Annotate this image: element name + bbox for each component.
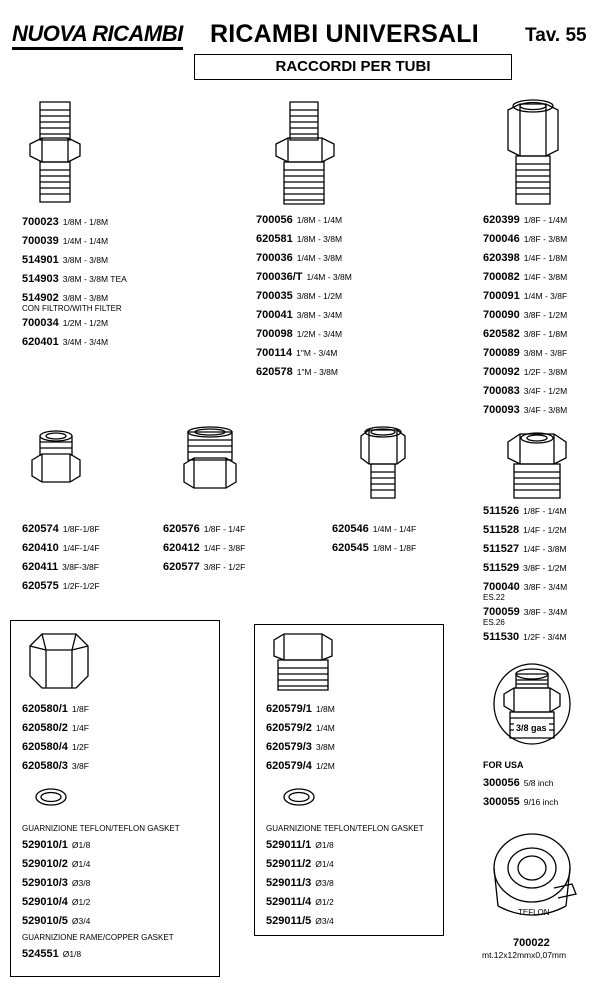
item-note: ES.22 xyxy=(483,593,505,602)
list-item: 700098 1/2M - 3/4M xyxy=(256,328,343,340)
list-item: 620411 3/8F-3/8F xyxy=(22,561,99,573)
female-socket-illustration xyxy=(28,426,84,490)
list-item: 700059 3/8F - 3/4M xyxy=(483,606,568,618)
item-note: CON FILTRO/WITH FILTER xyxy=(22,304,122,313)
list-male-male xyxy=(22,213,127,352)
list-item: 620412 1/4F - 3/8F xyxy=(163,542,246,554)
list-item: 620579/2 1/4M xyxy=(266,722,335,734)
reducing-bush-illustration xyxy=(502,428,572,502)
list-item: 529011/1 Ø1/8 xyxy=(266,839,334,851)
list-item: 514902 3/8M - 3/8M xyxy=(22,292,109,304)
list-item: 620579/3 3/8M xyxy=(266,741,335,753)
hex-cap-illustration xyxy=(24,630,94,692)
list-item: 620401 3/4M - 3/4M xyxy=(22,336,109,348)
list-item: 700092 1/2F - 3/8M xyxy=(483,366,568,378)
list-plugs xyxy=(266,700,335,776)
list-item: 529010/1 Ø1/8 xyxy=(22,839,91,851)
item-note: ES.26 xyxy=(483,618,505,627)
list-item: 620576 1/8F - 1/4F xyxy=(163,523,246,535)
table-number: Tav. 55 xyxy=(525,25,587,46)
list-item: 300055 9/16 inch xyxy=(483,796,559,808)
list-item: 700046 1/8F - 3/8M xyxy=(483,233,568,245)
list-item: 620545 1/8M - 1/8F xyxy=(332,542,417,554)
teflon-gasket-label: GUARNIZIONE TEFLON/TEFLON GASKET xyxy=(22,824,180,833)
list-item: 620578 1"M - 3/8M xyxy=(256,366,338,378)
list-item: 620582 3/8F - 1/8M xyxy=(483,328,568,340)
usa-label: FOR USA xyxy=(483,760,524,770)
list-item: 700093 3/4F - 3/8M xyxy=(483,404,568,416)
list-item: 529010/3 Ø3/8 xyxy=(22,877,91,889)
list-item: 700036/T 1/4M - 3/8M xyxy=(256,271,352,283)
list-reducing-sockets xyxy=(163,520,245,577)
list-item: 620580/2 1/4F xyxy=(22,722,89,734)
list-item: 511530 1/2F - 3/4M xyxy=(483,631,567,643)
list-male-female xyxy=(332,520,416,558)
hex-plug-illustration xyxy=(268,630,338,694)
list-item: 620579/4 1/2M xyxy=(266,760,335,772)
list-item: 524551 Ø1/8 xyxy=(22,948,82,960)
hex-nipple-illustration xyxy=(22,98,88,206)
list-item: 620580/1 1/8F xyxy=(22,703,89,715)
reducing-nipple-illustration xyxy=(270,98,340,208)
copper-gasket-label: GUARNIZIONE RAME/COPPER GASKET xyxy=(22,933,174,942)
list-item: 511527 1/4F - 3/8M xyxy=(483,543,567,555)
brand-logo: NUOVA RICAMBI xyxy=(12,22,183,50)
list-item: 620579/1 1/8M xyxy=(266,703,335,715)
list-item: 529011/5 Ø3/4 xyxy=(266,915,334,927)
list-item: 700056 1/8M - 1/4M xyxy=(256,214,343,226)
list-item: 514901 3/8M - 3/8M xyxy=(22,254,109,266)
list-item: 700114 1"M - 3/4M xyxy=(256,347,338,359)
list-item: 529010/4 Ø1/2 xyxy=(22,896,91,908)
list-usa xyxy=(483,756,558,812)
list-item: 620580/4 1/2F xyxy=(22,741,89,753)
gasket-ring-icon xyxy=(34,786,68,808)
list-item: 620399 1/8F - 1/4M xyxy=(483,214,568,226)
list-item: 700089 3/8M - 3/8F xyxy=(483,347,568,359)
list-female-sockets xyxy=(22,520,100,596)
reducing-socket-illustration xyxy=(180,424,240,494)
list-item: 620580/3 3/8F xyxy=(22,760,89,772)
list-item: 620574 1/8F-1/8F xyxy=(22,523,100,535)
gasket-ring-icon xyxy=(282,786,316,808)
list-item: 529011/3 Ø3/8 xyxy=(266,877,334,889)
list-item: 511529 3/8F - 1/2M xyxy=(483,562,567,574)
section-subtitle: RACCORDI PER TUBI xyxy=(194,54,512,80)
list-item: 529011/2 Ø1/4 xyxy=(266,858,334,870)
list-item: 620410 1/4F-1/4F xyxy=(22,542,100,554)
list-item: 700023 1/8M - 1/8M xyxy=(22,216,109,228)
list-item: 620398 1/4F - 1/8M xyxy=(483,252,568,264)
list-item: 620575 1/2F-1/2F xyxy=(22,580,100,592)
teflon-tape-text: TEFLON xyxy=(518,908,550,917)
list-item: 511526 1/8F - 1/4M xyxy=(483,505,567,517)
list-reducing-nipples xyxy=(256,211,352,382)
female-male-adapter-illustration xyxy=(500,96,566,208)
list-female-male xyxy=(483,211,567,420)
male-female-adapter-illustration xyxy=(355,424,411,502)
list-caps xyxy=(22,700,89,776)
list-teflon-gaskets-a xyxy=(22,822,180,964)
list-item: 529011/4 Ø1/2 xyxy=(266,896,334,908)
list-reducing-bushes xyxy=(483,502,567,647)
list-item: 511528 1/4F - 1/2M xyxy=(483,524,567,536)
fitting-size-label: 3/8 gas xyxy=(516,723,547,733)
list-item: 700040 3/8F - 3/4M xyxy=(483,581,568,593)
list-item: 700090 3/8F - 1/2M xyxy=(483,309,568,321)
list-item: 514903 3/8M - 3/8M TEA xyxy=(22,273,127,285)
list-teflon-gaskets-b xyxy=(266,822,424,931)
page-title: RICAMBI UNIVERSALI xyxy=(210,20,479,48)
list-item: 700091 1/4M - 3/8F xyxy=(483,290,568,302)
list-item: 700036 1/4M - 3/8M xyxy=(256,252,343,264)
list-item: 700082 1/4F - 3/8M xyxy=(483,271,568,283)
list-item: 529010/2 Ø1/4 xyxy=(22,858,91,870)
teflon-gasket-label: GUARNIZIONE TEFLON/TEFLON GASKET xyxy=(266,824,424,833)
list-item: 700035 3/8M - 1/2M xyxy=(256,290,343,302)
list-item: 300056 5/8 inch xyxy=(483,777,554,789)
list-item: 620546 1/4M - 1/4F xyxy=(332,523,417,535)
list-item: 700041 3/8M - 3/4M xyxy=(256,309,343,321)
list-item: 529010/5 Ø3/4 xyxy=(22,915,91,927)
list-item: 700034 1/2M - 1/2M xyxy=(22,317,109,329)
list-item: 700039 1/4M - 1/4M xyxy=(22,235,109,247)
list-item: 700083 3/4F - 1/2M xyxy=(483,385,568,397)
list-item: 620577 3/8F - 1/2F xyxy=(163,561,246,573)
list-item: 620581 1/8M - 3/8M xyxy=(256,233,343,245)
usa-adapter-illustration xyxy=(490,662,574,750)
teflon-desc: mt.12x12mmx0,07mm xyxy=(482,950,567,960)
teflon-code: 700022 xyxy=(513,937,550,949)
